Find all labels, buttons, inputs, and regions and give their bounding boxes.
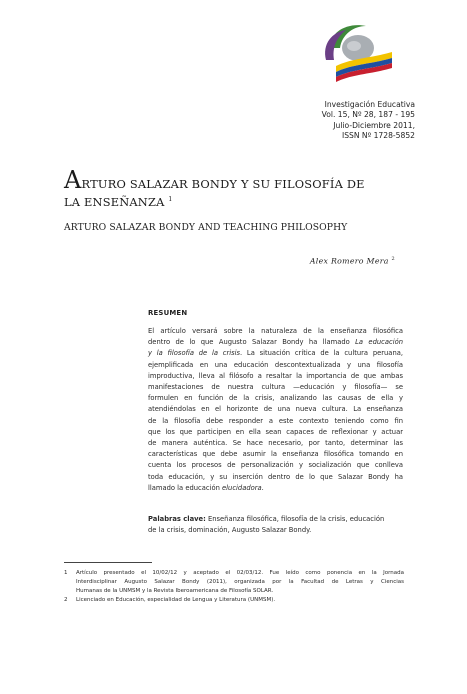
journal-volume: Vol. 15, Nº 28, 187 - 195: [321, 110, 415, 120]
footnote-rule: [64, 562, 152, 563]
article-title-english: ARTURO SALAZAR BONDY AND TEACHING PHILOSOPHY: [64, 222, 348, 233]
keywords-line: Palabras clave: Enseñanza filosófica, filosofía de la crisis, educación: [148, 515, 385, 523]
footnote-number: 2: [64, 596, 68, 603]
abstract-line: El artículo versará sobre la naturaleza de la enseñanza filosófica: [148, 327, 403, 335]
abstract-heading: RESUMEN: [148, 309, 188, 317]
author-name: Alex Romero Mera: [309, 256, 389, 266]
keywords-line: de la crisis, dominación, Augusto Salazar Bondy.: [148, 526, 312, 535]
abstract-line: características que debe asumir la enseñanza filosófica tomando en: [148, 450, 403, 459]
abstract-line: dentro de lo que Augusto Salazar Bondy ha llamado La educación: [148, 338, 403, 347]
footnote: [64, 569, 404, 596]
abstract-line: toda educación, y su inserción dentro de lo que Salazar Bondy ha: [148, 472, 403, 481]
title-drop-cap: A: [64, 166, 82, 194]
title-footnote-mark: 1: [168, 196, 173, 203]
title-line1: RTURO SALAZAR BONDY Y SU FILOSOFÍA DE: [81, 177, 365, 191]
keywords: [148, 514, 403, 536]
abstract-line: de manera auténtica. Se hace necesario, por tanto, determinar las: [148, 439, 403, 448]
abstract-line: llamado la educación elucidadora.: [148, 483, 264, 492]
footnote-text: Artículo presentado el 10/02/12 y aceptado el 02/03/12. Fue leído como ponencia en la Jornada Interdisciplinar Augusto Salazar Bondy (2011), organizada por la Facultad de Letras y Ciencias Humanas de la UNMSM y la Revista Iberoamericana de Filosofía SOLAR.: [76, 570, 404, 594]
abstract-line: manifestaciones de nuestra cultura —educación y filosofía— se: [148, 383, 403, 392]
journal-name: Investigación Educativa: [324, 100, 415, 109]
author-footnote-mark: 2: [391, 256, 395, 262]
abstract-body: [148, 326, 403, 494]
footnote: [64, 596, 404, 605]
footnotes: [64, 569, 404, 605]
journal-logo-icon: [318, 18, 398, 90]
article-title: [64, 166, 404, 210]
keywords-label: Palabras clave:: [148, 515, 206, 523]
abstract-line: de la filosofía debe responder a este contexto teniendo como fin: [148, 416, 403, 425]
journal-info: [322, 100, 415, 141]
abstract-line: y la filosofía de la crisis. La situación crítica de la cultura peruana,: [148, 349, 404, 358]
abstract-line: cuenta los procesos de personalización y socialización que conlleva: [148, 461, 403, 470]
abstract-line: formulen en función de la crisis, analizando las causas de ella y: [148, 394, 403, 403]
abstract-line: que los que participen en ella sean capaces de reflexionar y actuar: [148, 427, 403, 436]
footnote-number: 1: [64, 570, 68, 576]
journal-issn: ISSN Nº 1728-5852: [341, 130, 415, 140]
abstract-line: ejemplificada en una educación descontextualizada y una filosofía: [148, 360, 403, 369]
abstract-line: atendiéndolas en el horizonte de una nueva cultura. La enseñanza: [148, 405, 403, 414]
footnote-text: Licenciado en Educación, especialidad de Lengua y Literatura (UNMSM).: [76, 596, 276, 603]
author: [310, 256, 395, 266]
abstract-line: improductiva, lleva al filósofo a resaltar la importancia de que ambas: [148, 371, 403, 380]
title-line2: LA ENSEÑANZA: [64, 194, 165, 209]
journal-period: Julio-Diciembre 2011,: [333, 120, 415, 130]
